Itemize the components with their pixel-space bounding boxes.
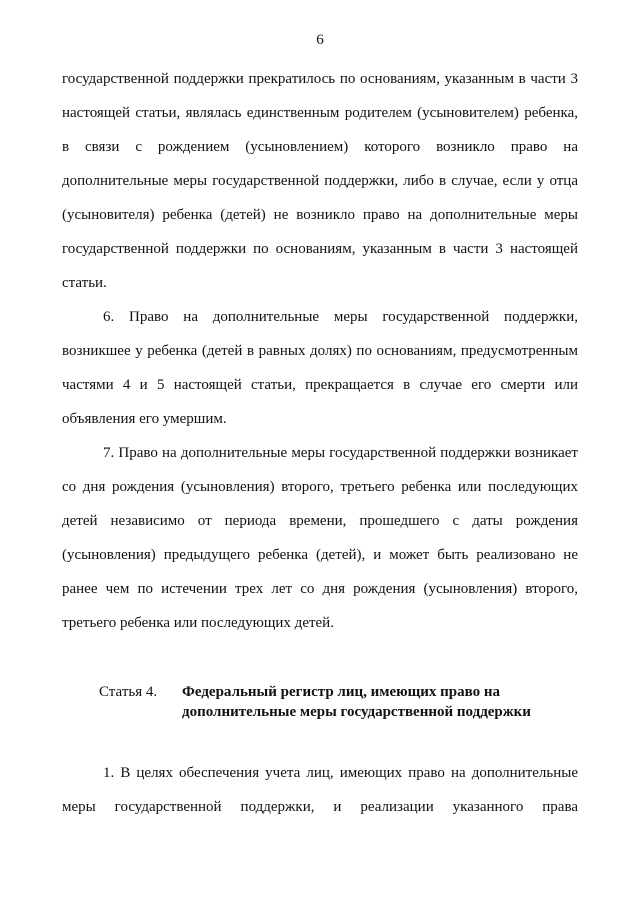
- page-number: 6: [316, 32, 324, 48]
- article-4-paragraph-1: 1. В целях обеспечения учета лиц, имеющих право на дополнительные меры государственной поддержки, и реализации указанного права: [62, 765, 578, 815]
- paragraph-6: 6. Право на дополнительные меры государственной поддержки, возникшее у ребенка (детей в равных долях) по основаниям, предусмотренным частями 4 и 5 настоящей статьи, прекращается в случае его смерти или объявления его умершим.: [62, 309, 578, 427]
- paragraph-7: 7. Право на дополнительные меры государственной поддержки возникает со дня рождения (усыновления) второго, третьего ребенка или последующих детей независимо от периода времени, прошедшего с даты рождения (усыновления) предыдущего ребенка (детей), и может быть реализовано не ранее чем по истечении трех лет со дня рождения (усыновления) второго, третьего ребенка или последующих детей.: [62, 445, 578, 631]
- paragraph-continuation: государственной поддержки прекратилось по основаниям, указанным в части 3 настоящей статьи, являлась единственным родителем (усыновителем) ребенка, в связи с рождением (усыновлением) которого возникло право на дополнительные меры государственной поддержки, либо в случае, если у отца (усыновителя) ребенка (детей) не возникло право на дополнительные меры государственной поддержки по основаниям, указанным в части 3 настоящей статьи.: [62, 71, 578, 291]
- document-body: [62, 62, 578, 824]
- article-number: Статья 4.: [99, 684, 158, 700]
- article-title: Федеральный регистр лиц, имеющих право на дополнительные меры государственной поддержки: [182, 684, 531, 720]
- article-heading: [62, 682, 578, 722]
